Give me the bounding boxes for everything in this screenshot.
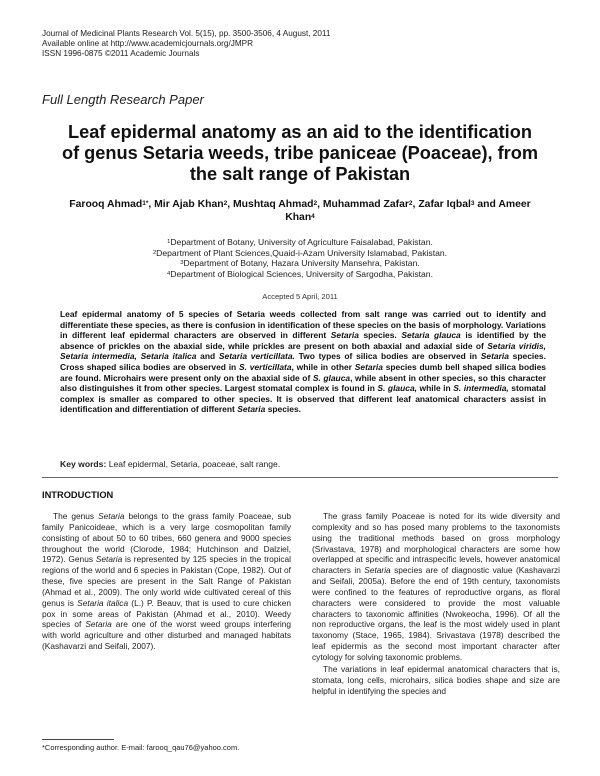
accepted-date: Accepted 5 April, 2011: [262, 292, 338, 301]
italic-text: Setaria: [237, 404, 266, 415]
italic-text: Setaria glauca: [401, 330, 461, 341]
left-column: [42, 511, 291, 652]
text-run: The grass family Poaceae is noted for its wide diversity and complexity and so has posed many problems to the taxonomists using the traditional methods based on gross morphology (Srivastava, 1978) and morphological characters are some how overlapped at specific and intraspecific levels, however anatomical characters in: [312, 511, 560, 576]
text-run: species. Cross shaped silica bodies are observed in: [60, 351, 546, 372]
keywords-text: Leaf epidermal, Setaria, poaceae, salt range.: [106, 459, 281, 469]
affiliation-marker: 3: [180, 260, 184, 267]
text-run: while in: [417, 383, 454, 394]
affiliation-text: Department of Botany, Hazara University Mansehra, Pakistan.: [183, 258, 420, 269]
author-separator: ,: [227, 199, 234, 210]
journal-issn: ISSN 1996-0875 ©2011 Academic Journals: [42, 49, 200, 58]
text-run: , while in other: [291, 361, 355, 372]
paper-title: [40, 122, 560, 185]
affiliation: [60, 258, 540, 269]
author-separator: ,: [148, 199, 155, 210]
text-run: species dumb bell shaped silica bodies are found. Microhairs were present only on the abaxial side of: [60, 361, 546, 383]
text-run: and: [196, 351, 219, 362]
author-name: Ameer Khan: [285, 199, 531, 223]
footnote-divider: [42, 739, 114, 740]
affiliation-list: [60, 237, 540, 279]
journal-header: [42, 29, 330, 59]
article-type: Full Length Research Paper: [42, 92, 204, 107]
text-run: species.: [358, 330, 402, 341]
affiliation-marker: 1: [167, 239, 171, 245]
author-affiliation-marker: 4: [311, 213, 315, 220]
text-run: (L.) P. Beauv, that is used to cure chicken pox in some areas of Pakistan (Ahmad et al., 2010). Weedy species of: [42, 597, 291, 630]
author-affiliation-marker: 2: [223, 200, 228, 207]
text-run: is identified by the absence of prickles on the abaxial side, while prickles are present on both abaxial and adaxial side of: [60, 330, 547, 351]
affiliation-text: Department of Plant Sciences,Quaid-i-Azam University Islamabad, Pakistan.: [156, 247, 448, 258]
text-run: stomatal complex is smaller as compared to other species. It is observed that different leaf anatomical characters assist in identification and differentiation of different: [60, 383, 546, 415]
author-name: Farooq Ahmad: [69, 199, 143, 210]
author-list: [60, 198, 540, 224]
italic-text: S. verticillata: [239, 361, 292, 372]
italic-text: S. glauca,: [377, 383, 417, 394]
author-separator: ,: [412, 199, 419, 210]
title-line: of genus Setaria weeds, tribe paniceae (Poaceae), from: [61, 143, 539, 163]
section-heading: INTRODUCTION: [42, 490, 114, 500]
italic-text: Setaria: [364, 565, 391, 576]
author-name: Muhammad Zafar: [322, 199, 409, 210]
italic-text: Setaria: [330, 330, 359, 341]
affiliation-marker: 2: [152, 249, 157, 256]
corresponding-author-footnote: *Corresponding author. E-mail: farooq_qau76@yahoo.com.: [42, 743, 240, 752]
author-separator: and: [474, 199, 499, 210]
author-separator: ,: [317, 199, 323, 210]
affiliation-text: Department of Botany, University of Agriculture Faisalabad, Pakistan.: [170, 237, 433, 247]
text-run: The variations in leaf epidermal anatomical characters that is, stomata, long cells, microhairs, silica bodies shape and size are helpful in identifying the species and: [312, 663, 560, 696]
abstract: [60, 309, 546, 415]
author-affiliation-marker: 1*: [142, 200, 149, 207]
italic-text: Setaria viridis, Setaria intermedia, Setaria italica: [60, 340, 546, 362]
body-paragraph: [312, 664, 560, 697]
author-name: Zafar Iqbal: [418, 199, 471, 210]
journal-citation: Journal of Medicinal Plants Research Vol. 5(15), pp. 3500-3506, 4 August, 2011: [42, 29, 331, 38]
affiliation-marker: 4: [167, 270, 171, 277]
author-affiliation-marker: 2: [408, 200, 413, 207]
journal-url: Available online at http://www.academicjournals.org/JMPR: [42, 39, 254, 48]
author-affiliation-marker: 3: [470, 200, 475, 207]
right-column: [312, 511, 560, 696]
author-name: Mir Ajab Khan: [154, 199, 224, 210]
text-run: , while absent in other species, so this character also distinguishes it from other species. Largest stomatal complex is found in: [60, 372, 547, 394]
text-run: is represented by 125 species in the tropical regions of the world and 6 species in Pakistan (Cope, 1982). Out of these, five species are present in the Salt Range of Pakistan (Ahmad et al., 2009). The only world wide cultivated cereal of this genus is: [42, 554, 291, 608]
text-run: The genus: [53, 511, 99, 521]
italic-text: Setaria: [480, 351, 509, 362]
italic-text: Setaria: [354, 361, 383, 372]
italic-text: Setaria: [85, 619, 112, 630]
affiliation: [60, 269, 540, 280]
affiliation-text: Department of Biological Sciences, University of Sargodha, Pakistan.: [170, 268, 433, 279]
author-affiliation-marker: 2: [313, 200, 318, 207]
keywords-label: Key words:: [60, 459, 107, 469]
text-run: Two types of silica bodies are observed in: [294, 351, 481, 362]
italic-text: S. glauca: [312, 372, 351, 383]
keywords: [60, 459, 280, 469]
affiliation: [60, 248, 540, 259]
text-run: are one of the worst weed groups interfering with world agriculture and other disturbed and managed habitats (Kashavarzi and Seifali, 2007).: [42, 619, 291, 652]
title-line: the salt range of Pakistan: [189, 164, 411, 184]
affiliation: [60, 237, 540, 248]
title-line: Leaf epidermal anatomy as an aid to the identification: [68, 122, 532, 142]
text-run: species are of diagnostic value (Kashavarzi and Seifali, 2005a). Before the end of 19th century, taxonomists were confined to the features of reproductive organs, as floral characters were considered to provide the most valuable characters to taxonomic affinities (Nwokeocha, 1996). Of all the non reproductive organs, the leaf is the most widely used in plant taxonomy (Stace, 1965, 1984). Srivastava (1978) described the leaf epidermis as the second most important character after cytology for solving taxonomic problems.: [312, 565, 560, 662]
italic-text: Setaria: [98, 511, 125, 521]
author-name: Mushtaq Ahmad: [233, 199, 314, 210]
text-run: Leaf epidermal anatomy of 5 species of Setaria weeds collected from salt range was carried out to identify and differentiate these species, as there is confusion in identification of these species on the basis of morphology. Variations in different leaf epidermal characters are observed in different: [60, 309, 546, 341]
italic-text: Setaria italica: [77, 597, 129, 608]
italic-text: S. intermedia,: [453, 383, 509, 394]
body-paragraph: [42, 511, 291, 652]
text-run: species.: [265, 404, 301, 415]
italic-text: Setaria verticillata.: [218, 351, 295, 362]
body-paragraph: [312, 511, 560, 663]
section-divider: [42, 477, 558, 478]
text-run: belongs to the grass family Poaceae, sub family Panicoideae, which is a very large cosmopolitan family consisting of about 50 to 60 tribes, 660 genera and 9000 species throughout the world (Clorode, 1984; Hutchinson and Dalziel, 1972). Genus: [42, 511, 291, 565]
italic-text: Setaria: [95, 554, 123, 565]
